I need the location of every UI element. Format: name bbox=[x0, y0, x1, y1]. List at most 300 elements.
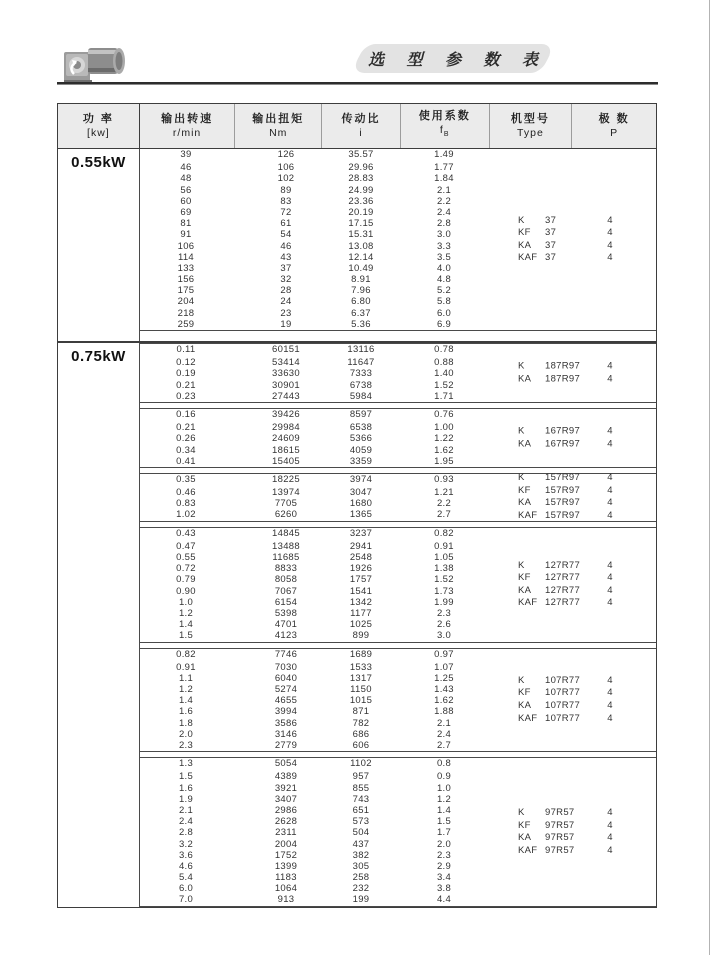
speed-cell: 1.4 bbox=[178, 695, 194, 707]
ratio-cell: 6538 bbox=[349, 422, 373, 434]
speed-cell: 0.91 bbox=[176, 661, 196, 673]
header-rule bbox=[57, 82, 658, 85]
torque-cell: 39426 bbox=[272, 408, 300, 420]
ratio-cell: 4059 bbox=[349, 444, 373, 456]
speed-cell: 1.6 bbox=[178, 782, 194, 794]
service-factor-cell: 1.95 bbox=[434, 455, 454, 467]
service-factor-cell: 2.4 bbox=[436, 728, 452, 740]
torque-cell: 1183 bbox=[275, 872, 297, 884]
speed-cell: 48 bbox=[180, 173, 192, 185]
selection-table bbox=[57, 103, 657, 908]
torque-cell: 13974 bbox=[272, 487, 300, 499]
service-factor-cell: 1.52 bbox=[434, 574, 454, 586]
table-row bbox=[140, 391, 656, 402]
model-row bbox=[518, 360, 613, 373]
service-factor-cell: 1.43 bbox=[434, 684, 454, 696]
service-factor-cell: 1.4 bbox=[436, 804, 452, 816]
speed-cell: 1.5 bbox=[178, 771, 194, 783]
ratio-cell: 437 bbox=[352, 838, 370, 850]
torque-cell: 28 bbox=[280, 285, 292, 297]
ratio-cell: 15.31 bbox=[348, 229, 374, 241]
speed-cell: 39 bbox=[180, 149, 192, 160]
torque-cell: 24 bbox=[280, 296, 292, 308]
power-section bbox=[58, 149, 656, 341]
ratio-cell: 651 bbox=[352, 804, 370, 816]
table-row bbox=[140, 783, 656, 794]
table-row bbox=[140, 285, 656, 296]
torque-cell: 18225 bbox=[272, 473, 300, 485]
ratio-cell: 24.99 bbox=[348, 184, 374, 196]
model-prefix: KA bbox=[518, 831, 532, 843]
speed-cell: 1.0 bbox=[178, 596, 194, 608]
table-row bbox=[140, 827, 656, 838]
model-row bbox=[518, 437, 613, 451]
speed-cell: 1.2 bbox=[178, 684, 194, 696]
model-prefix: KA bbox=[518, 372, 532, 384]
table-row bbox=[140, 185, 656, 196]
torque-cell: 24609 bbox=[272, 433, 300, 445]
speed-cell: 4.6 bbox=[178, 860, 194, 872]
poles-cell: 4 bbox=[607, 844, 613, 856]
torque-cell: 8058 bbox=[274, 574, 298, 586]
service-factor-cell: 2.7 bbox=[436, 509, 452, 521]
torque-cell: 5398 bbox=[274, 607, 298, 619]
poles-cell: 4 bbox=[607, 571, 613, 583]
torque-cell: 7030 bbox=[274, 661, 298, 673]
model-code: 127R77 bbox=[545, 584, 581, 596]
poles-cell: 4 bbox=[607, 819, 613, 831]
torque-cell: 29984 bbox=[272, 422, 300, 434]
model-list bbox=[518, 214, 613, 264]
model-row bbox=[518, 819, 613, 832]
power-label: 0.75kW bbox=[71, 348, 126, 365]
service-factor-cell: 5.2 bbox=[436, 285, 452, 297]
service-factor-cell: 1.25 bbox=[434, 672, 454, 684]
model-row bbox=[518, 699, 613, 713]
poles-cell: 4 bbox=[607, 509, 613, 521]
poles-cell: 4 bbox=[607, 252, 613, 264]
service-factor-cell: 1.99 bbox=[434, 596, 454, 608]
ratio-cell: 1342 bbox=[349, 596, 373, 608]
table-row bbox=[140, 196, 656, 207]
service-factor-cell: 2.1 bbox=[436, 184, 452, 196]
ratio-cell: 258 bbox=[352, 872, 370, 884]
torque-cell: 3994 bbox=[274, 706, 298, 718]
speed-cell: 0.34 bbox=[176, 444, 196, 456]
torque-cell: 2779 bbox=[274, 740, 298, 751]
speed-cell: 0.82 bbox=[176, 648, 196, 660]
speed-cell: 0.43 bbox=[176, 527, 196, 539]
torque-cell: 4123 bbox=[274, 630, 298, 642]
model-row bbox=[518, 484, 613, 498]
model-row bbox=[518, 597, 613, 610]
speed-cell: 69 bbox=[180, 206, 192, 218]
torque-cell: 46 bbox=[280, 240, 292, 252]
service-factor-cell: 1.84 bbox=[434, 173, 454, 185]
torque-cell: 102 bbox=[277, 173, 295, 185]
ratio-cell: 3974 bbox=[349, 473, 373, 485]
model-code: 107R77 bbox=[545, 674, 581, 686]
ratio-cell: 7.96 bbox=[351, 285, 371, 297]
poles-cell: 4 bbox=[607, 226, 613, 238]
poles-cell: 4 bbox=[607, 360, 613, 372]
service-factor-cell: 2.7 bbox=[436, 740, 452, 751]
model-row bbox=[518, 425, 613, 438]
service-factor-cell: 0.97 bbox=[434, 648, 454, 660]
table-row bbox=[140, 528, 656, 541]
table-row bbox=[140, 649, 656, 662]
table-row bbox=[140, 296, 656, 307]
speed-cell: 218 bbox=[177, 307, 195, 319]
torque-cell: 60151 bbox=[272, 344, 300, 355]
torque-cell: 33630 bbox=[272, 368, 300, 380]
torque-cell: 23 bbox=[280, 307, 292, 319]
service-factor-cell: 1.0 bbox=[436, 782, 452, 794]
data-block bbox=[140, 408, 656, 468]
service-factor-cell: 3.4 bbox=[436, 872, 452, 884]
speed-cell: 0.23 bbox=[176, 390, 196, 402]
service-factor-cell: 6.9 bbox=[436, 318, 452, 330]
model-code: 97R57 bbox=[545, 844, 575, 856]
table-row bbox=[140, 729, 656, 740]
model-prefix: KA bbox=[518, 437, 532, 449]
torque-cell: 4701 bbox=[274, 619, 298, 631]
table-row bbox=[140, 771, 656, 782]
model-prefix: K bbox=[518, 674, 525, 686]
ratio-cell: 743 bbox=[352, 793, 370, 805]
torque-cell: 43 bbox=[280, 251, 292, 263]
speed-cell: 0.19 bbox=[176, 368, 196, 380]
service-factor-cell: 3.8 bbox=[436, 883, 452, 895]
table-row bbox=[140, 861, 656, 872]
model-prefix: KA bbox=[518, 497, 532, 509]
model-prefix: KF bbox=[518, 687, 531, 699]
poles-cell: 4 bbox=[607, 712, 613, 724]
service-factor-cell: 2.2 bbox=[436, 498, 452, 510]
table-row bbox=[140, 805, 656, 816]
torque-cell: 7705 bbox=[274, 498, 298, 510]
speed-cell: 114 bbox=[177, 251, 195, 263]
model-code: 167R97 bbox=[545, 425, 581, 437]
service-factor-cell: 6.0 bbox=[436, 307, 452, 319]
service-factor-cell: 2.3 bbox=[436, 607, 452, 619]
service-factor-cell: 4.8 bbox=[436, 274, 452, 286]
header-output-torque: 输出扭矩 Nm bbox=[235, 104, 322, 148]
service-factor-cell: 3.0 bbox=[436, 229, 452, 241]
service-factor-cell: 1.77 bbox=[434, 162, 454, 174]
ratio-cell: 1541 bbox=[349, 585, 373, 597]
header-type: 机型号 Type bbox=[490, 104, 573, 148]
model-row bbox=[518, 252, 613, 265]
page-edge-line bbox=[709, 0, 710, 955]
model-prefix: K bbox=[518, 425, 525, 437]
torque-cell: 27443 bbox=[272, 390, 300, 402]
poles-cell: 4 bbox=[607, 699, 613, 711]
service-factor-cell: 0.9 bbox=[436, 771, 452, 783]
model-prefix: KA bbox=[518, 699, 532, 711]
title-banner bbox=[358, 44, 548, 73]
model-code: 157R97 bbox=[545, 497, 581, 509]
ratio-cell: 2941 bbox=[349, 540, 373, 552]
header-ratio: 传动比 i bbox=[322, 104, 401, 148]
ratio-cell: 10.49 bbox=[348, 262, 374, 274]
model-code: 37 bbox=[545, 252, 557, 264]
service-factor-cell: 0.93 bbox=[434, 473, 454, 485]
torque-cell: 7067 bbox=[274, 585, 298, 597]
torque-cell: 54 bbox=[280, 229, 292, 241]
ratio-cell: 3237 bbox=[349, 527, 373, 539]
torque-cell: 6260 bbox=[274, 509, 298, 521]
ratio-cell: 2548 bbox=[349, 552, 373, 563]
model-row bbox=[518, 584, 613, 598]
torque-cell: 3921 bbox=[274, 782, 298, 794]
ratio-cell: 29.96 bbox=[348, 162, 374, 174]
service-factor-cell: 2.6 bbox=[436, 619, 452, 631]
table-row bbox=[140, 662, 656, 673]
poles-cell: 4 bbox=[607, 831, 613, 843]
service-factor-cell: 1.52 bbox=[434, 379, 454, 391]
poles-cell: 4 bbox=[607, 806, 613, 818]
torque-cell: 5054 bbox=[274, 758, 298, 770]
poles-cell: 4 bbox=[607, 472, 613, 484]
ratio-cell: 8.91 bbox=[351, 274, 371, 286]
table-row bbox=[140, 409, 656, 422]
ratio-cell: 504 bbox=[352, 827, 370, 839]
model-row bbox=[518, 571, 613, 585]
table-row bbox=[140, 894, 656, 905]
poles-cell: 4 bbox=[607, 597, 613, 609]
ratio-cell: 5984 bbox=[349, 390, 373, 402]
ratio-cell: 3359 bbox=[349, 455, 373, 467]
model-prefix: KAF bbox=[518, 712, 538, 724]
ratio-cell: 13.08 bbox=[348, 240, 374, 252]
speed-cell: 0.90 bbox=[176, 585, 196, 597]
data-column bbox=[140, 149, 656, 341]
service-factor-cell: 2.0 bbox=[436, 838, 452, 850]
torque-cell: 11685 bbox=[272, 552, 300, 563]
torque-cell: 7746 bbox=[274, 648, 298, 660]
table-row bbox=[140, 162, 656, 173]
torque-cell: 37 bbox=[280, 262, 292, 274]
service-factor-cell: 1.05 bbox=[434, 552, 454, 563]
model-code: 127R77 bbox=[545, 597, 581, 609]
model-prefix: K bbox=[518, 214, 525, 226]
model-code: 157R97 bbox=[545, 472, 581, 484]
model-prefix: KAF bbox=[518, 597, 538, 609]
speed-cell: 1.2 bbox=[178, 607, 194, 619]
power-column bbox=[58, 343, 140, 907]
ratio-cell: 3047 bbox=[349, 487, 373, 499]
model-row bbox=[518, 687, 613, 700]
table-row bbox=[140, 344, 656, 357]
speed-cell: 1.6 bbox=[178, 706, 194, 718]
model-code: 187R97 bbox=[545, 360, 581, 372]
service-factor-cell: 1.07 bbox=[434, 661, 454, 673]
model-prefix: KAF bbox=[518, 252, 538, 264]
torque-cell: 4389 bbox=[274, 771, 298, 783]
service-factor-cell: 4.4 bbox=[436, 894, 452, 906]
torque-cell: 5274 bbox=[274, 684, 298, 696]
data-block bbox=[140, 343, 656, 403]
speed-cell: 0.21 bbox=[176, 422, 196, 434]
ratio-cell: 13116 bbox=[347, 344, 375, 355]
torque-cell: 2628 bbox=[274, 816, 298, 828]
table-row bbox=[140, 149, 656, 162]
ratio-cell: 23.36 bbox=[348, 195, 374, 207]
speed-cell: 0.47 bbox=[176, 540, 196, 552]
speed-cell: 0.55 bbox=[176, 552, 196, 563]
model-code: 127R77 bbox=[545, 559, 581, 571]
ratio-cell: 1689 bbox=[349, 648, 373, 660]
torque-cell: 3586 bbox=[274, 717, 298, 729]
speed-cell: 1.5 bbox=[178, 630, 194, 642]
service-factor-cell: 2.9 bbox=[436, 860, 452, 872]
speed-cell: 46 bbox=[180, 162, 192, 174]
torque-cell: 89 bbox=[280, 184, 292, 196]
model-code: 127R77 bbox=[545, 571, 581, 583]
torque-cell: 2311 bbox=[275, 827, 297, 839]
torque-cell: 2986 bbox=[274, 804, 298, 816]
speed-cell: 1.1 bbox=[178, 672, 194, 684]
service-factor-cell: 1.7 bbox=[436, 827, 452, 839]
poles-cell: 4 bbox=[607, 437, 613, 449]
torque-cell: 72 bbox=[280, 206, 292, 218]
service-factor-cell: 3.3 bbox=[436, 240, 452, 252]
poles-cell: 4 bbox=[607, 239, 613, 251]
poles-cell: 4 bbox=[607, 497, 613, 509]
table-row bbox=[140, 173, 656, 184]
model-prefix: KF bbox=[518, 571, 531, 583]
poles-cell: 4 bbox=[607, 372, 613, 384]
speed-cell: 0.26 bbox=[176, 433, 196, 445]
speed-cell: 0.21 bbox=[176, 379, 196, 391]
service-factor-cell: 1.00 bbox=[434, 422, 454, 434]
model-list bbox=[518, 472, 613, 522]
torque-cell: 4655 bbox=[274, 695, 298, 707]
service-factor-cell: 2.8 bbox=[436, 218, 452, 230]
ratio-cell: 1926 bbox=[349, 563, 373, 575]
data-block bbox=[140, 473, 656, 522]
table-row bbox=[140, 541, 656, 552]
ratio-cell: 899 bbox=[352, 630, 370, 642]
table-row bbox=[140, 226, 656, 241]
ratio-cell: 11647 bbox=[347, 357, 375, 369]
table-body bbox=[58, 149, 656, 907]
service-factor-cell: 2.4 bbox=[436, 206, 452, 218]
speed-cell: 1.9 bbox=[178, 793, 194, 805]
ratio-cell: 686 bbox=[352, 728, 370, 740]
model-code: 37 bbox=[545, 239, 557, 251]
header-output-speed: 输出转速 r/min bbox=[140, 104, 236, 148]
ratio-cell: 1015 bbox=[349, 695, 373, 707]
service-factor-cell: 1.2 bbox=[436, 793, 452, 805]
model-prefix: K bbox=[518, 360, 525, 372]
model-row bbox=[518, 497, 613, 510]
ratio-cell: 1150 bbox=[350, 684, 372, 696]
model-prefix: KA bbox=[518, 584, 532, 596]
header-power: 功 率 [kw] bbox=[58, 104, 140, 148]
model-list bbox=[518, 806, 613, 857]
ratio-cell: 6.80 bbox=[351, 296, 371, 308]
poles-cell: 4 bbox=[607, 559, 613, 571]
speed-cell: 2.1 bbox=[178, 804, 194, 816]
model-row bbox=[518, 239, 613, 253]
service-factor-cell: 1.49 bbox=[434, 149, 454, 160]
speed-cell: 3.2 bbox=[178, 838, 194, 850]
torque-cell: 106 bbox=[277, 162, 295, 174]
torque-cell: 83 bbox=[280, 195, 292, 207]
speed-cell: 2.0 bbox=[178, 728, 194, 740]
data-block bbox=[140, 149, 656, 331]
power-label: 0.55kW bbox=[71, 154, 126, 171]
model-list bbox=[518, 559, 613, 609]
poles-cell: 4 bbox=[607, 425, 613, 437]
table-row bbox=[140, 794, 656, 805]
model-code: 97R57 bbox=[545, 819, 575, 831]
header-service-factor: 使用系数 $f_B$ bbox=[401, 104, 490, 148]
speed-cell: 0.35 bbox=[176, 473, 196, 485]
model-list bbox=[518, 674, 613, 725]
ratio-cell: 1102 bbox=[350, 758, 372, 770]
table-row bbox=[140, 263, 656, 274]
torque-cell: 13488 bbox=[272, 540, 300, 552]
service-factor-cell: 1.73 bbox=[434, 585, 454, 597]
torque-cell: 3146 bbox=[274, 728, 298, 740]
ratio-cell: 782 bbox=[352, 717, 370, 729]
service-factor-cell: 0.82 bbox=[434, 527, 454, 539]
table-row bbox=[140, 630, 656, 641]
torque-cell: 1064 bbox=[274, 883, 298, 895]
speed-cell: 1.3 bbox=[178, 758, 194, 770]
torque-cell: 30901 bbox=[272, 379, 300, 391]
table-row bbox=[140, 319, 656, 330]
table-row bbox=[140, 252, 656, 263]
model-prefix: KAF bbox=[518, 844, 538, 856]
table-row bbox=[140, 619, 656, 630]
table-row bbox=[140, 207, 656, 218]
table-row bbox=[140, 758, 656, 771]
ratio-cell: 382 bbox=[352, 849, 370, 861]
speed-cell: 2.8 bbox=[178, 827, 194, 839]
power-section bbox=[58, 343, 656, 907]
ratio-cell: 1680 bbox=[349, 498, 373, 510]
ratio-cell: 1317 bbox=[349, 672, 373, 684]
table-row bbox=[140, 456, 656, 467]
model-code: 157R97 bbox=[545, 509, 581, 521]
speed-cell: 175 bbox=[177, 285, 195, 297]
speed-cell: 81 bbox=[180, 218, 192, 230]
header-poles: 极 数 P bbox=[598, 112, 630, 139]
torque-cell: 913 bbox=[277, 894, 295, 906]
model-code: 97R57 bbox=[545, 806, 575, 818]
poles-cell: 4 bbox=[607, 584, 613, 596]
torque-cell: 6040 bbox=[274, 672, 298, 684]
torque-cell: 61 bbox=[280, 218, 292, 230]
speed-cell: 91 bbox=[180, 229, 192, 241]
model-prefix: KAF bbox=[518, 509, 538, 521]
speed-cell: 0.83 bbox=[176, 498, 196, 510]
table-row bbox=[140, 850, 656, 861]
model-prefix: KA bbox=[518, 239, 532, 251]
model-row bbox=[518, 806, 613, 820]
ratio-cell: 6.37 bbox=[351, 307, 371, 319]
speed-cell: 2.4 bbox=[178, 816, 194, 828]
data-column bbox=[140, 343, 656, 907]
poles-cell: 4 bbox=[607, 674, 613, 686]
speed-cell: 1.4 bbox=[178, 619, 194, 631]
speed-cell: 133 bbox=[177, 262, 195, 274]
model-row bbox=[518, 226, 613, 240]
